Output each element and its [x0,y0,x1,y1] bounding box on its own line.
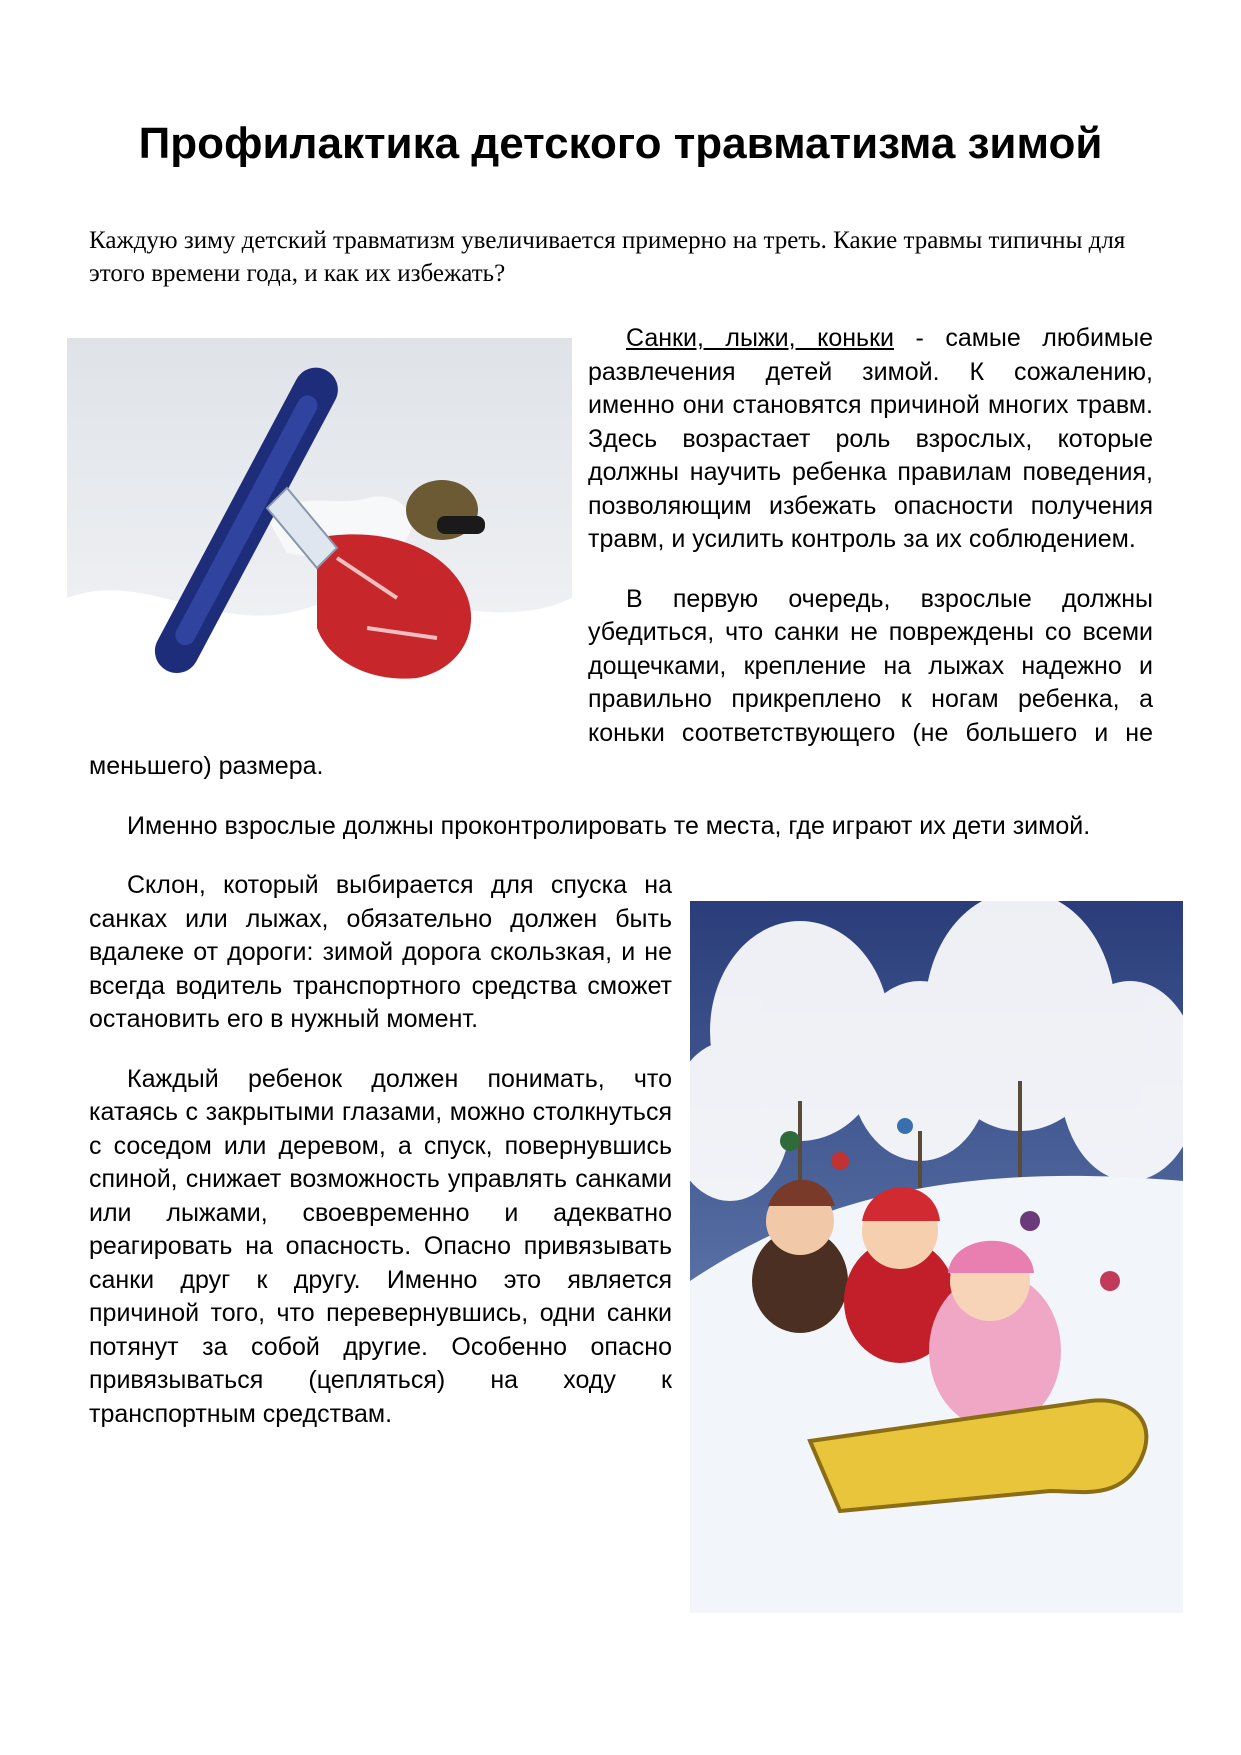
children-sledding-illustration [690,901,1183,1613]
paragraph-slope-location: Склон, который выбирается для спуска на санках или лыжах, обязательно должен быть вдалеке от дороги: зимой дорога скользкая, и не всегда водитель транспортного средства сможет остановить его в нужный момент. [89,871,672,1033]
page-title: Профилактика детского травматизма зимой [138,119,1103,168]
snowboarder-photo [67,338,572,724]
paragraph-check-equipment: В первую очередь, взрослые должны убедиться, что санки не повреждены со всеми дощечками, крепление на лыжах надежно и правильно прикреплено к ногам ребенка, а коньки соответствующего (не большего и не меньшего) размера. [89,584,1153,780]
intro-paragraph: Каждую зиму детский травматизм увеличивается примерно на треть. Какие травмы типичны для этого времени года, и как их избежать? [89,227,1126,287]
article-body [89,322,1153,1613]
paragraph-control-places: Именно взрослые должны проконтролировать те места, где играют их дети зимой. [127,811,1091,840]
paragraph-safety-rules: Каждый ребенок должен понимать, что катаясь с закрытыми глазами, можно столкнуться с соседом или деревом, а спуск, повернувшись спиной, снижает возможность управлять санками или лыжами, своевременно и адекватно реагировать на опасность. Опасно привязывать санки друг к другу. Именно это является причиной того, что перевернувшись, одни санки потянут за собой другие. Особенно опасно привязываться (цепляться) на ходу к транспортным средствам. [89,1064,672,1428]
underlined-phrase: Санки, лыжи, коньки [626,324,894,352]
paragraph-rest: - самые любимые развлечения детей зимой. К сожалению, именно они становятся причиной многих травм. Здесь возрастает роль взрослых, которые должны научить ребенка правилам поведения, позволяющим избежать опасности получения травм, и усилить контроль за их соблюдением. [588,324,1153,553]
